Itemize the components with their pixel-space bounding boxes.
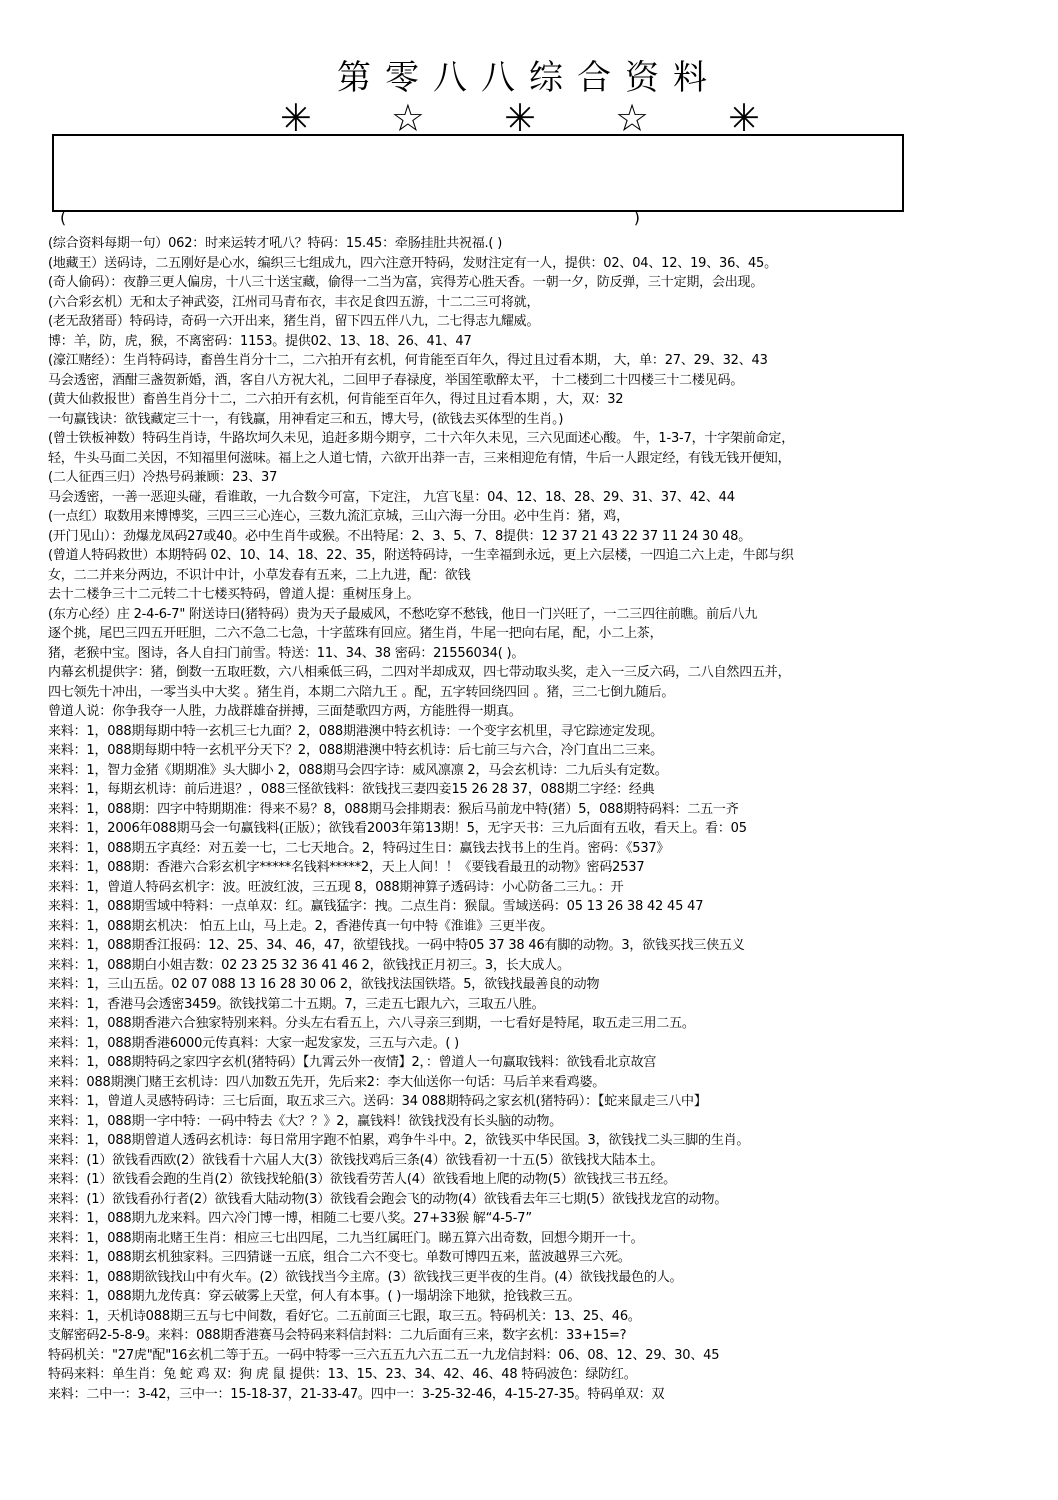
outline-star-icon: ☆ [390,96,425,140]
text-line: 来料：1，088期：香港六合彩玄机字*****名钱料*****2，天上人间！！《要钱看最丑的动物》密码2537 [48,860,645,875]
text-line: 去十二楼争三十二元转二十七楼买特码，曾道人提：重树压身上。 [48,587,420,602]
text-line: 来料：088期澳门赌王玄机诗：四八加数五先开，先后来2：李大仙送你一句话：马后羊来看鸡婆。 [48,1074,606,1090]
text-line: 来料：1，088期玄机独家料。三四猜谜一五底，组合二六不变七。单数可博四五来，蓝波越界三六死。 [48,1250,631,1265]
text-line: (二人征西三归）冷热号码兼顾：23、37 [48,470,278,485]
outline-star-icon: ☆ [615,96,650,140]
text-line: 来料：1，088期五字真经：对五姜一七，二七天地合。2，特码过生日：赢钱去找书上的生肖。密码：《537》 [48,840,670,856]
text-line: (东方心经）庄 2-4-6-7" 附送诗曰(猪特码）贵为天子最威风，不愁吃穿不愁钱，他日一门兴旺了，一二三四往前瞧。前后八九 [48,606,758,622]
bracket-row [60,208,640,227]
text-line: (一点红）取数用来博博奖，三四三三心连心，三数九流汇京城，三山六海一分田。必中生肖：猪，鸡， [48,509,629,524]
text-line: 内幕玄机提供字：猪，倒数一五取旺数，六八相乘低三码，二四对半却成双，四七带动取头奖，走入一三反六码，二八自然四五并， [48,665,791,680]
text-line: 来料：1，088期香江报码：12、25、34、46，47，欲望钱找。一码中特05 37 38 46有脚的动物。3，欲钱买找三侠五义 [48,938,745,953]
text-line: 来料：1，曾道人灵感特码诗：三七后面，取五求三六。送码：34 088期特码之家玄机(猪特码）：【蛇来鼠走三八中】 [48,1094,707,1109]
close-bracket: ) [633,208,640,227]
text-line: 支解密码2-5-8-9。来料：088期香港赛马会特码来料信封料：二九后面有三来，数字玄机：33+15=? [48,1328,627,1343]
text-line: 来料：1，每期玄机诗：前后进退？，088三怪欲钱料：欲钱找三妻四妾15 26 28 37，088期二字经：经典 [48,782,655,797]
text-line: 来料：1，088期：四字中特期期准：得来不易？8，088期马会排期表：猴后马前龙中特(猪）5，088期特码料：二五一齐 [48,801,739,817]
text-line: (综合资料每期一句）062：时来运转才吼八？特码：15.45：牵肠挂肚共祝福.( ) [48,236,503,251]
text-line: 来料：1，天机诗088期三五与七中间数，看好它。二五前面三七跟，取三五。特码机关：13、25、46。 [48,1308,641,1324]
text-line: 来料：1，088期一字中特：一码中特去《大？？》2，赢钱料！欲钱找没有长头脑的动物。 [48,1113,562,1129]
text-line: 来料：1，088期玄机决： 怕五上山，马上走。2，香港传真一句中特《淮谁》三更半夜。 [48,918,554,934]
asterisk-star-icon: ✳ [280,96,312,140]
text-line: 来料：1，088期每期中特一玄机平分天下？2，088期港澳中特玄机诗：后七前三与六合，冷门直出二三来。 [48,743,663,758]
asterisk-star-icon: ✳ [504,96,536,140]
text-line: 来料：1，088期南北赌王生肖：相应三七出四尾，二九当红属旺门。睇五算六出奇数，回想今期开一十。 [48,1230,644,1246]
text-line: (濠江赌经）：生肖特码诗，畜兽生肖分十二，二六拍开有玄机，何肯能至百年久，得过且过看本期， 大，单：27、29、32、43 [48,353,768,368]
text-line: 轻，牛头马面二关因，不知福里何滋味。福上之人道七情，六欲开出莽一吉，三来相迎危有情，牛后一人跟定经，有钱无钱开便知， [48,450,791,466]
text-line: 来料：1，曾道人特码玄机字：波。旺波红波，三五现 8，088期神算子透码诗：小心防备二三九。：开 [48,879,624,895]
text-line: 来料：1，088期欲钱找山中有火车。(2）欲钱找当今主席。(3）欲钱找三更半夜的生肖。(4）欲钱找最色的人。 [48,1269,683,1285]
text-line: (老无敌猪哥）特码诗，奇码一六开出来，猪生肖，留下四五伴八九，二七得志九耀威。 [48,314,540,329]
text-line: (开门见山）：劲爆龙凤码27或40。必中生肖牛或猴。不出特尾：2、3、5、7、8提供：12 37 21 43 22 37 11 24 30 48。 [48,528,752,544]
text-line: 来料：1，088期香港六合独家特别来料。分头左右看五上，六八寻亲三到期，一七看好是特尾，取五走三用二五。 [48,1016,695,1031]
text-line: 来料：1，088期九龙来料。四六冷门博一博，相随二七要八奖。27+33猴 解“4-5-7” [48,1211,532,1226]
text-line: 来料：1，088期香港6000元传真料：大家一起发家发，三五与六走。( ) [48,1035,460,1051]
text-line: 猪，老猴中宝。图诗，各人自扫门前雪。特送：11、34、38 密码：21556034( )。 [48,645,525,661]
text-line: 来料：1，088期雪域中特料：一点单双：红。赢钱猛字：拽。二点生肖：猴鼠。雪域送码：05 13 26 38 42 45 47 [48,899,704,914]
text-line: (奇人偷码）：夜静三更人偏房，十八三十送宝藏，偷得一二当为富，宾得芳心胜天香。一朝一夕，防反弹，三十定期，会出现。 [48,275,764,290]
asterisk-star-icon: ✳ [728,96,760,140]
text-line: (六合彩玄机）无和太子神武姿，江州司马青布衣，丰衣足食四五游，十二二三可将就， [48,294,540,310]
text-line: 博：羊，防，虎，猴，不离密码：1153。提供02、13、18、26、41、47 [48,333,472,349]
text-line: (地藏王）送码诗，二五刚好是心水，编织三七组成九，四六注意开特码，发财注定有一人，提供：02、04、12、19、36、45。 [48,255,777,271]
text-line: 来料：1，2006年088期马会一句赢钱料(正版）；欲钱看2003年第13期！5，无字天书：三九后面有五收，看天上。看：05 [48,821,747,836]
text-line: 四七领先十冲出，一零当头中大奖 。猪生肖，本期二六陪九王 。配，五字转回绕四回 。猪，三二七倒九随后。 [48,684,675,700]
document-body [48,234,1038,1404]
text-line: 来料：1，088期九龙传真：穿云破雾上天堂，何人有本事。( )一塌胡涂下地狱，抢钱救三五。 [48,1289,581,1304]
blank-header-box [52,134,904,212]
text-line: (曾道人特码救世）本期特码 02、10、14、18、22、35，附送特码诗，一生幸福到永远，更上六层楼，一四追二六上走，牛郎与织 [48,548,794,563]
text-line: 来料：(1）欲钱看西欧(2）欲钱看十六届人大(3）欲钱找鸡后三条(4）欲钱看初一十五(5）欲钱找大陆本土。 [48,1152,664,1168]
text-line: 曾道人说：你争我夺一人胜，力战群雄奋拼搏，三面楚歌四方两，方能胜得一期真。 [48,704,522,719]
text-line: 来料：1，香港马会透密3459。欲钱找第二十五期。7，三走五七跟九六，三取五八胜。 [48,996,545,1012]
text-line: 马会透密，酒酣三盏贺新婚，酒，客自八方祝大礼，二回甲子春禄度，举国笙歌醉太平， 十二楼到二十四楼三十二楼见码。 [48,372,744,388]
text-line: 来料：1，088期每期中特一玄机三七九面？2，088期港澳中特玄机诗：一个变字玄机里，寻它踪迹定发现。 [48,723,663,739]
page-title: 第零八八综合资料 [337,58,721,98]
text-line: 一句赢钱诀：欲钱藏定三十一，有钱赢，用神看定三和五，博大号，(欲钱去买体型的生肖。) [48,411,564,427]
text-line: 马会透密，一善一恶迎头碰，看谁敢，一九合数今可富，下定注， 九宫飞星：04、12、18、28、29、31、37、42、44 [48,489,735,505]
text-line: 特码来料：单生肖：兔 蛇 鸡 双：狗 虎 鼠 提供：13、15、23、34、42、46、48 特码波色：绿防红。 [48,1367,637,1382]
text-line: 来料：1，智力金猪《期期准》头大脚小 2，088期马会四字诗：威风凛凛 2，马会玄机诗：二九后头有定数。 [48,762,668,778]
star-decoration-row [280,98,760,138]
text-line: 来料：(1）欲钱看孙行者(2）欲钱看大陆动物(3）欲钱看会跑会飞的动物(4）欲钱看去年三七期(5）欲钱找龙宫的动物。 [48,1191,728,1207]
text-line: 来料：1，088期白小姐吉数：02 23 25 32 36 41 46 2，欲钱找正月初三。3，长大成人。 [48,957,570,973]
text-line: 逐个挑，尾巴三四五开旺胆，二六不急二七急，十字蓝珠有回应。猪生肖，牛尾一把向右尾，配，小二上茶， [48,626,663,641]
text-line: 特码机关："27虎"配"16玄机二等于五。一码中特零一三六五五九六五二五一九龙信封料：06、08、12、29、30、45 [48,1347,720,1363]
text-line: 来料：(1）欲钱看会跑的生肖(2）欲钱找轮船(3）欲钱看劳苦人(4）欲钱看地上爬的动物(5）欲钱找三书五经。 [48,1172,676,1187]
text-line: (曾士铁板神数）特码生肖诗，牛路坎坷久未见，追赶多期今期亨，二十六年久未见，三六见面述心酸。 牛，1-3-7，十字架前命定， [48,431,794,446]
text-line: (黄大仙救报世）畜兽生肖分十二，二六拍开有玄机，何肯能至百年久，得过且过看本期 ，大，双：32 [48,392,624,407]
open-bracket: ( [60,208,67,227]
text-line: 来料：1，088期特码之家四字玄机(猪特码）【九霄云外一夜情】2，：曾道人一句赢取钱料：欲钱看北京故宫 [48,1055,657,1070]
text-line: 来料：1，088期曾道人透码玄机诗：每日常用字跑不怕累，鸡争牛斗中。2，欲钱买中华民国。3，欲钱找二头三脚的生肖。 [48,1133,750,1148]
text-line: 来料：二中一：3-42，三中一：15-18-37，21-33-47。四中一：3-25-32-46，4-15-27-35。特码单双：双 [48,1386,665,1402]
text-line: 女，二二并来分两边，不识计中计，小草发春有五来，二上九进，配：欲钱 [48,567,471,583]
text-line: 来料：1，三山五岳。02 07 088 13 16 28 30 06 2，欲钱找法国铁塔。5，欲钱找最善良的动物 [48,977,600,992]
